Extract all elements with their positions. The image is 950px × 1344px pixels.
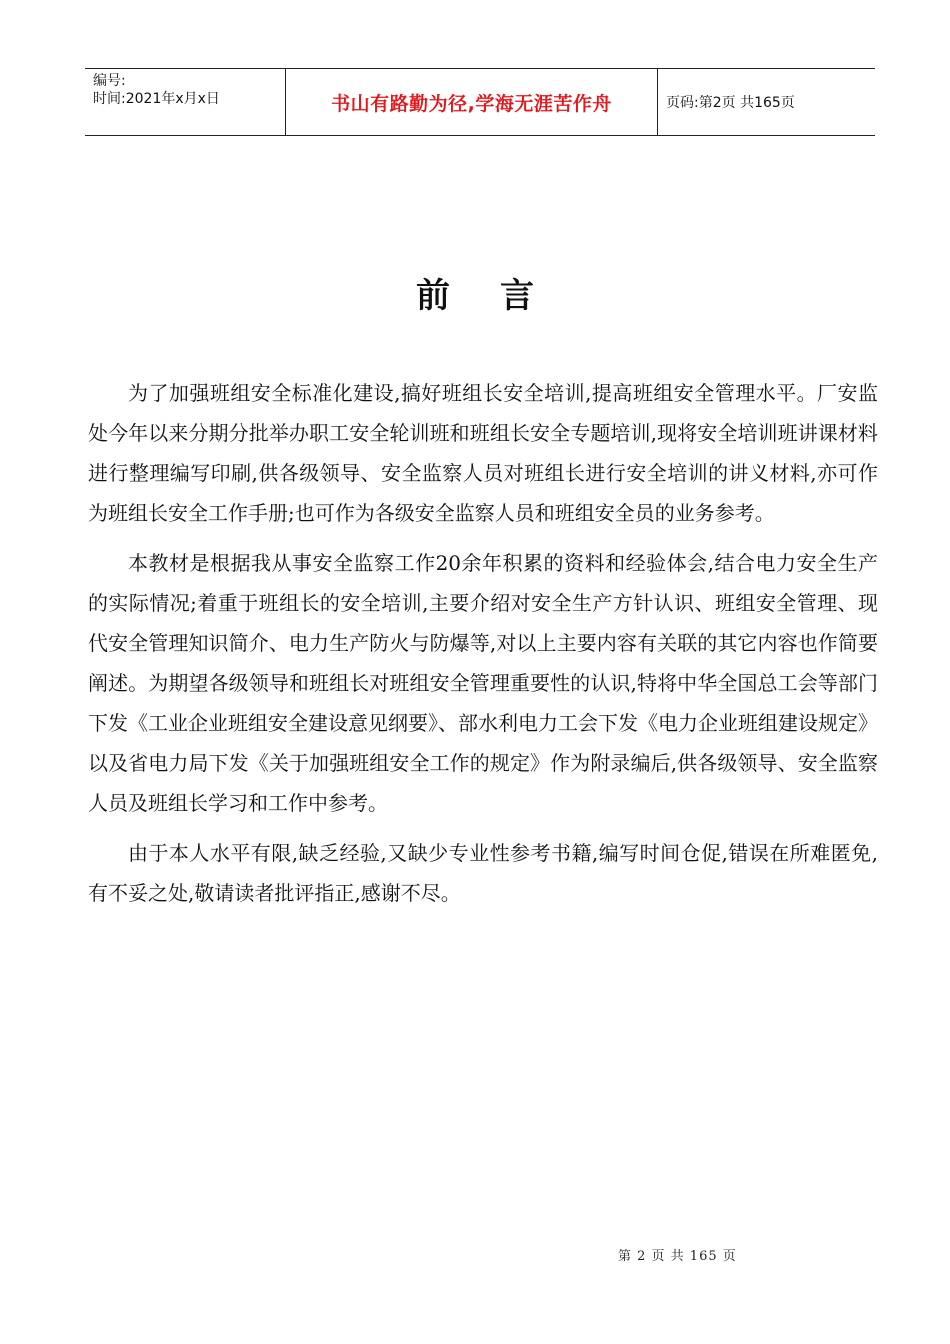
paragraph: 本教材是根据我从事安全监察工作20余年积累的资料和经验体会,结合电力安全生产的实际情况;着重于班组长的安全培训,主要介绍对安全生产方针认识、班组安全管理、现代安全管理知识简介、电力生产防火与防爆等,对以上主要内容有关联的其它内容也作简要阐述。为期望各级领导和班组长对班组安全管理重要性的认识,特将中华全国总工会等部门下发《工业企业班组安全建设意见纲要》、部水利电力工会下发《电力企业班组建设规定》以及省电力局下发《关于加强班组安全工作的规定》作为附录编后,供各级领导、安全监察人员及班组长学习和工作中参考。	[88, 551, 878, 815]
paragraph: 由于本人水平有限,缺乏经验,又缺少专业性参考书籍,编写时间仓促,错误在所难匿免,有不妥之处,敬请读者批评指正,感谢不尽。	[88, 841, 878, 905]
header-number-label: 编号:	[93, 73, 126, 89]
document-title: 前言	[416, 276, 584, 316]
header-meta	[85, 69, 286, 135]
paragraph: 为了加强班组安全标准化建设,搞好班组长安全培训,提高班组安全管理水平。厂安监处今年以来分期分批举办职工安全轮训班和班组长安全专题培训,现将安全培训班讲课材料进行整理编写印刷,供各级领导、安全监察人员对班组长进行安全培训的讲义材料,亦可作为班组长安全工作手册;也可作为各级安全监察人员和班组安全员的业务参考。	[88, 381, 878, 525]
header-page-info: 页码:第2页 共165页	[666, 95, 795, 111]
page-header	[85, 68, 875, 136]
header-time-label: 时间:2021年x月x日	[93, 91, 220, 107]
document-body	[88, 373, 878, 923]
header-motto: 书山有路勤为径,学海无涯苦作舟	[286, 69, 658, 135]
page-footer: 第 2 页 共 165 页	[618, 1249, 737, 1264]
